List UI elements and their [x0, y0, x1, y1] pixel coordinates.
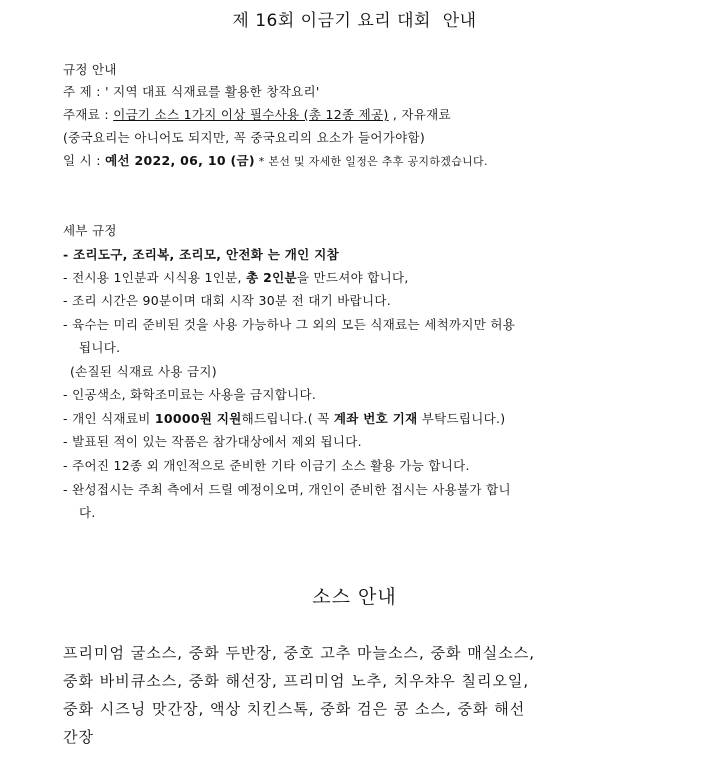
detail-emphasis: 계좌 번호 기재	[333, 411, 418, 426]
theme-label: 주 제 :	[63, 84, 106, 99]
detail-item-plates: - 완성접시는 주최 측에서 드릴 예정이오며, 개인이 준비한 접시는 사용불가 합니	[63, 482, 511, 497]
details-heading: 세부 규정	[63, 223, 117, 238]
detail-item-other-sauce: - 주어진 12종 외 개인적으로 준비한 기타 이금기 소스 활용 가능 합니다.	[63, 458, 470, 473]
sauce-list-line: 중화 바비큐소스, 중화 해선장, 프리미엄 노추, 치우챠우 칠리오일,	[63, 672, 530, 690]
main-ingredient-label: 주재료 :	[63, 107, 114, 122]
detail-item-stock: - 육수는 미리 준비된 것을 사용 가능하나 그 외의 모든 식재료는 세척까지만 허용	[63, 317, 516, 332]
date-line	[63, 152, 488, 171]
detail-emphasis: 총 2인분	[246, 270, 297, 285]
detail-item-plates-cont: 다.	[79, 505, 96, 520]
detail-text: 을 만드셔야 합니다,	[296, 270, 409, 285]
detail-item-additives: - 인공색소, 화학조미료는 사용을 금지합니다.	[63, 387, 317, 402]
main-ingredient-line	[63, 106, 451, 124]
detail-emphasis: 10000원 지원	[154, 411, 242, 426]
detail-text: - 개인 식재료비	[63, 411, 155, 426]
detail-item-published: - 발표된 적이 있는 작품은 참가대상에서 제외 됩니다.	[63, 434, 362, 449]
detail-text: - 전시용 1인분과 시식용 1인분,	[63, 270, 247, 285]
sauce-section-title: 소스 안내	[312, 586, 397, 608]
detail-item-time: - 조리 시간은 90분이며 대회 시작 30분 전 대기 바랍니다.	[63, 293, 392, 308]
sauce-list-line: 프리미엄 굴소스, 중화 두반장, 중호 고추 마늘소스, 중화 매실소스,	[63, 644, 535, 662]
page-title: 제 16회 이금기 요리 대회 안내	[232, 11, 477, 31]
detail-item-portions	[63, 269, 409, 287]
chinese-cuisine-note: (중국요리는 아니어도 되지만, 꼭 중국요리의 요소가 들어가야함)	[63, 130, 426, 145]
sauce-list-line: 중화 시즈닝 맛간장, 액상 치킨스톡, 중화 검은 콩 소스, 중화 해선	[63, 700, 526, 718]
main-ingredient-free: , 자유재료	[388, 107, 451, 122]
detail-text: 부탁드립니다.)	[417, 411, 506, 426]
rules-heading: 규정 안내	[63, 62, 117, 77]
theme-line	[63, 83, 320, 101]
date-value: 예선 2022, 06, 10 (금)	[105, 153, 255, 168]
main-ingredient-required: 이금기 소스 1가지 이상 필수사용 (총 12종 제공)	[113, 107, 389, 122]
detail-item-prepped-ban: (손질된 식재료 사용 금지)	[70, 364, 217, 379]
sauce-list-line: 간장	[63, 728, 94, 746]
date-label: 일 시 :	[63, 153, 106, 168]
detail-text: 해드립니다.( 꼭	[241, 411, 334, 426]
detail-item-support	[63, 410, 505, 428]
detail-item-stock-cont: 됩니다.	[79, 340, 121, 355]
date-note: * 본선 및 자세한 일정은 추후 공지하겠습니다.	[254, 155, 488, 168]
theme-value: ' 지역 대표 식재료를 활용한 창작요리'	[105, 84, 320, 99]
detail-item-equipment: - 조리도구, 조리복, 조리모, 안전화 는 개인 지참	[63, 247, 339, 262]
